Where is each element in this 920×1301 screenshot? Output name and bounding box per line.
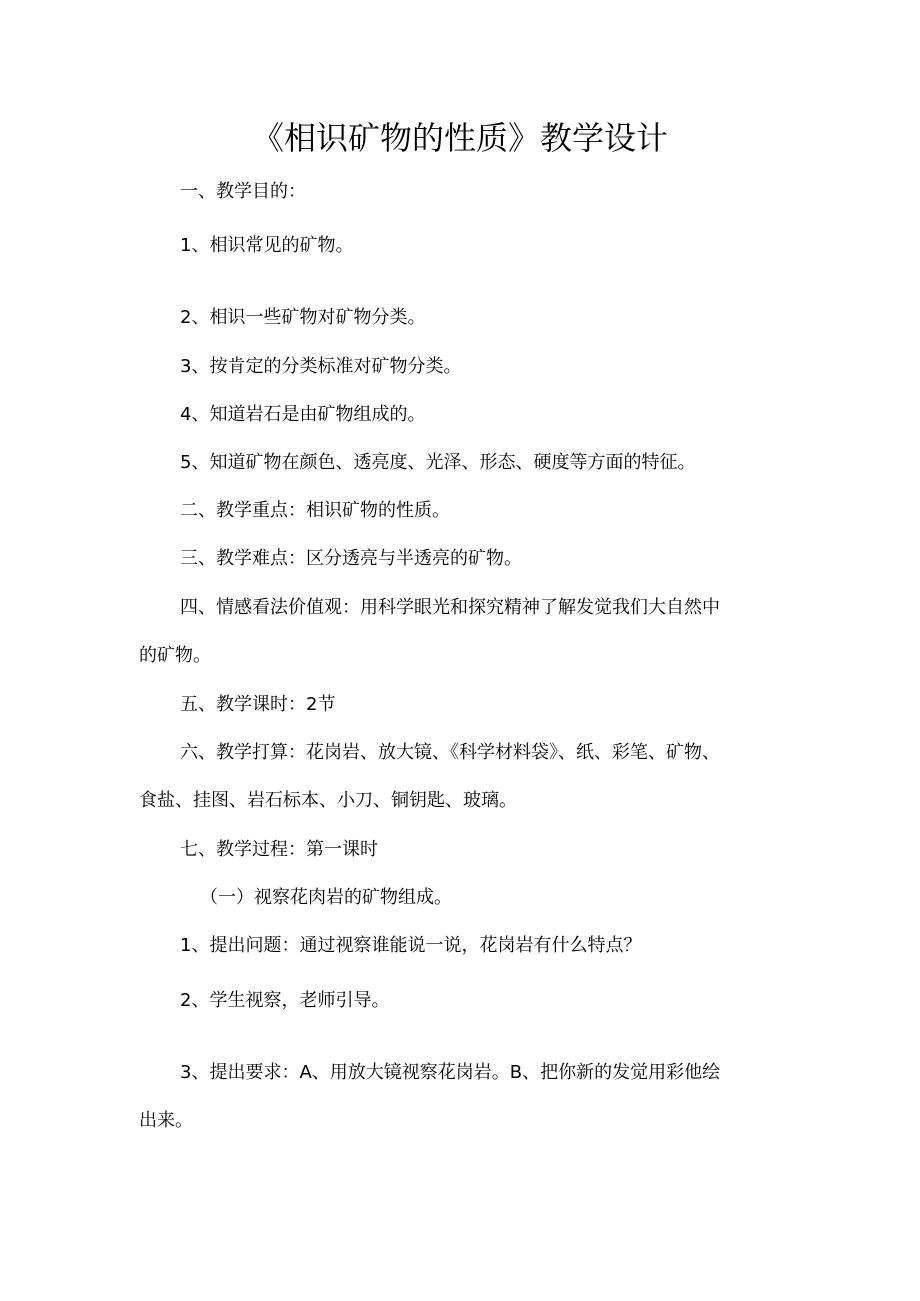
section-materials-line-2: 食盐、挂图、岩石标本、小刀、铜钥匙、玻璃。 — [139, 790, 517, 811]
section-process: 七、教学过程：第一课时 — [180, 839, 378, 860]
objective-item-3: 3、按肯定的分类标准对矿物分类。 — [180, 356, 462, 377]
process-item-3-line-1: 3、提出要求：A、用放大镜视察花岗岩。B、把你新的发觉用彩他绘 — [180, 1062, 721, 1083]
section-values-line-2: 的矿物。 — [139, 645, 211, 666]
section-values-line-1: 四、情感看法价值观：用科学眼光和探究精神了解发觉我们大自然中 — [180, 597, 720, 618]
process-item-3-line-2: 出来。 — [139, 1110, 193, 1131]
objective-item-4: 4、知道岩石是由矿物组成的。 — [180, 404, 426, 425]
process-item-2: 2、学生视察，老师引导。 — [180, 990, 390, 1011]
section-class-hours: 五、教学课时：2节 — [180, 694, 336, 715]
section-difficulties: 三、教学难点：区分透亮与半透亮的矿物。 — [180, 548, 522, 569]
section-key-points: 二、教学重点：相识矿物的性质。 — [180, 500, 450, 521]
objective-item-1: 1、相识常见的矿物。 — [180, 235, 354, 256]
objective-item-5: 5、知道矿物在颜色、透亮度、光泽、形态、硬度等方面的特征。 — [180, 452, 696, 473]
objective-item-2: 2、相识一些矿物对矿物分类。 — [180, 307, 426, 328]
section-heading-objectives: 一、教学目的： — [180, 181, 306, 202]
section-materials-line-1: 六、教学打算：花岗岩、放大镜、《科学材料袋》、纸、彩笔、矿物、 — [180, 742, 720, 763]
process-item-1: 1、提出问题：通过视察谁能说一说，花岗岩有什么特点？ — [180, 935, 642, 956]
subsection-observe: （一）视察花肉岩的矿物组成。 — [200, 887, 452, 908]
document-title: 《相识矿物的性质》教学设计 — [251, 119, 668, 157]
